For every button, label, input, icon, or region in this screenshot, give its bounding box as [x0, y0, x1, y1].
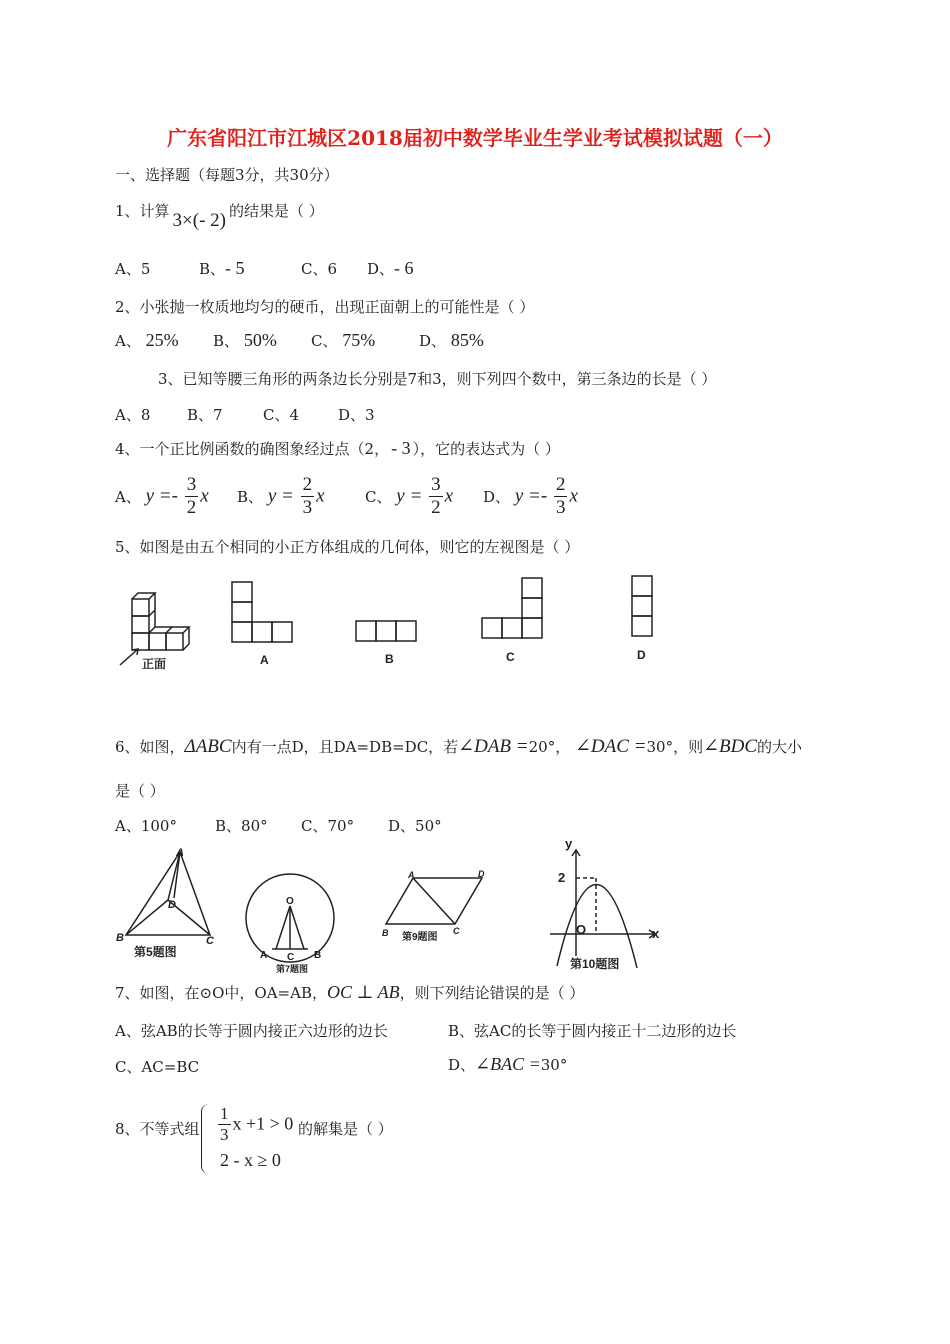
q1-option-c: C、6 [301, 260, 338, 278]
fig9-label-c: C [453, 926, 460, 936]
q1-option-d: D、- 6 [367, 258, 414, 278]
q3-option-b: B、7 [187, 406, 223, 424]
q6-angle-dac: ∠DAC = [574, 736, 647, 757]
q7-option-b: B、弦AC的长等于圆内接正十二边形的边长 [448, 1022, 737, 1040]
q6-angle-dab: ∠DAB = [458, 736, 529, 757]
q4-option-d: D、 y =- $\frac{2}{3}$ x [483, 474, 578, 518]
fig10-graph [550, 850, 655, 968]
q2-option-c: C、 75% [311, 330, 376, 350]
q2-option-d: D、 85% [419, 330, 484, 350]
q7-option-a: A、弦AB的长等于圆内接正六边形的边长 [115, 1022, 388, 1040]
q3-option-d: D、3 [338, 406, 375, 424]
q3-option-a: A、8 [115, 406, 151, 424]
question-8-pre: 8、不等式组 [115, 1120, 200, 1138]
q2-option-a: A、 25% [115, 330, 179, 350]
fig9-label-a: A [408, 870, 415, 880]
q5-view-b [356, 621, 416, 641]
q7-option-c: C、AC=BC [115, 1058, 200, 1076]
question-4: 4、一个正比例函数的确图象经过点（2， - 3 ），它的表达式为（ ） [115, 438, 560, 458]
fig10-label-x: x [652, 926, 660, 941]
fig9-parallelogram [386, 878, 482, 924]
question-7: 7、如图，在⊙O中，OA=AB，OC ⊥ AB，则下列结论错误的是（ ） [115, 982, 585, 1002]
q5-label-d: D [637, 648, 646, 662]
fig7-label-a: A [260, 950, 268, 961]
figures-row [110, 838, 680, 978]
fig7-caption: 第7题图 [276, 964, 309, 974]
q1-post: 的结果是（ ） [229, 202, 324, 220]
q5-solid-figure [132, 593, 189, 650]
q1-options [115, 258, 435, 282]
q5-label-b: B [385, 652, 394, 666]
q1-option-a: A、5 [115, 260, 151, 278]
q8-inequality-1: $\frac{1}{3}$ x +1 > 0 [220, 1104, 294, 1144]
q4-option-a: A、 y =- $\frac{3}{2}$ x [115, 474, 209, 518]
fig10-label-2: 2 [558, 870, 566, 885]
q7-option-d: D、∠BAC =30° [448, 1054, 568, 1074]
q1-pre: 1、计算 [115, 202, 170, 220]
fig9-caption: 第9题图 [402, 932, 438, 943]
fig9-label-b: B [382, 928, 389, 938]
q5-view-d [632, 576, 652, 636]
q3-options [115, 404, 415, 426]
fig7-label-c: C [287, 952, 295, 963]
fig5-label-a: A [176, 847, 184, 859]
question-1 [115, 200, 324, 231]
fig10-caption: 第10题图 [570, 957, 620, 971]
q5-label-c: C [506, 650, 515, 664]
q6-option-b: B、80° [215, 817, 268, 835]
q4-option-b: B、 y = $\frac{2}{3}$ x [237, 474, 325, 518]
fig7-label-o: O [286, 896, 294, 907]
fig10-label-o: O [576, 922, 587, 937]
question-5: 5、如图是由五个相同的小正方体组成的几何体，则它的左视图是（ ） [115, 538, 580, 556]
q4-options [115, 474, 615, 524]
fig5-label-c: C [206, 935, 214, 947]
q7-expression: OC ⊥ AB [326, 982, 400, 1002]
fig5-label-b: B [116, 932, 124, 944]
q6-option-a: A、100° [115, 817, 177, 835]
q6-triangle: ΔABC [184, 736, 232, 757]
q2-options [115, 330, 535, 356]
front-label: 正面 [142, 657, 167, 671]
fig10-label-y: y [565, 838, 573, 851]
fig5-caption: 第5题图 [134, 945, 177, 959]
q8-brace [201, 1104, 210, 1174]
q5-views-figure [110, 565, 690, 680]
page-title: 广东省阳江市江城区2018届初中数学毕业生学业考试模拟试题（一） [167, 126, 783, 150]
q4-point-value: - 3 [391, 438, 411, 458]
q1-option-b: B、- 5 [199, 258, 245, 278]
question-6: 6、如图，ΔABC内有一点D，且DA=DB=DC，若∠DAB =20°， ∠DAC =30°，则∠BDC的大小 [115, 736, 803, 757]
q6-options [115, 815, 475, 837]
q6-line2: 是（ ） [115, 782, 165, 800]
q6-option-d: D、50° [388, 817, 442, 835]
question-3: 3、已知等腰三角形的两条边长分别是7和3，则下列四个数中，第三条边的长是（ ） [158, 370, 717, 388]
q5-view-c [482, 578, 542, 638]
q3-option-c: C、4 [263, 406, 300, 424]
q6-option-c: C、70° [301, 817, 355, 835]
question-8-post: 的解集是（ ） [298, 1120, 393, 1138]
fig9-label-d: D [478, 869, 485, 879]
q1-expression: 3×(- 2) [172, 210, 226, 231]
fig5-triangle [126, 852, 210, 935]
q5-view-a [232, 582, 292, 642]
q8-inequality-2: 2 - x ≥ 0 [220, 1150, 281, 1170]
q4-option-c: C、 y = $\frac{3}{2}$ x [365, 474, 453, 518]
fig7-circle [246, 874, 334, 962]
fig5-label-d: D [168, 899, 176, 911]
section-heading: 一、选择题（每题3分，共30分） [115, 166, 339, 184]
q2-option-b: B、 50% [213, 330, 277, 350]
question-2: 2、小张抛一枚质地均匀的硬币，出现正面朝上的可能性是（ ） [115, 298, 535, 316]
q5-label-a: A [260, 653, 269, 667]
fig7-label-b: B [314, 950, 322, 961]
q6-angle-bdc: ∠BDC [703, 736, 757, 757]
front-arrow [120, 649, 138, 665]
